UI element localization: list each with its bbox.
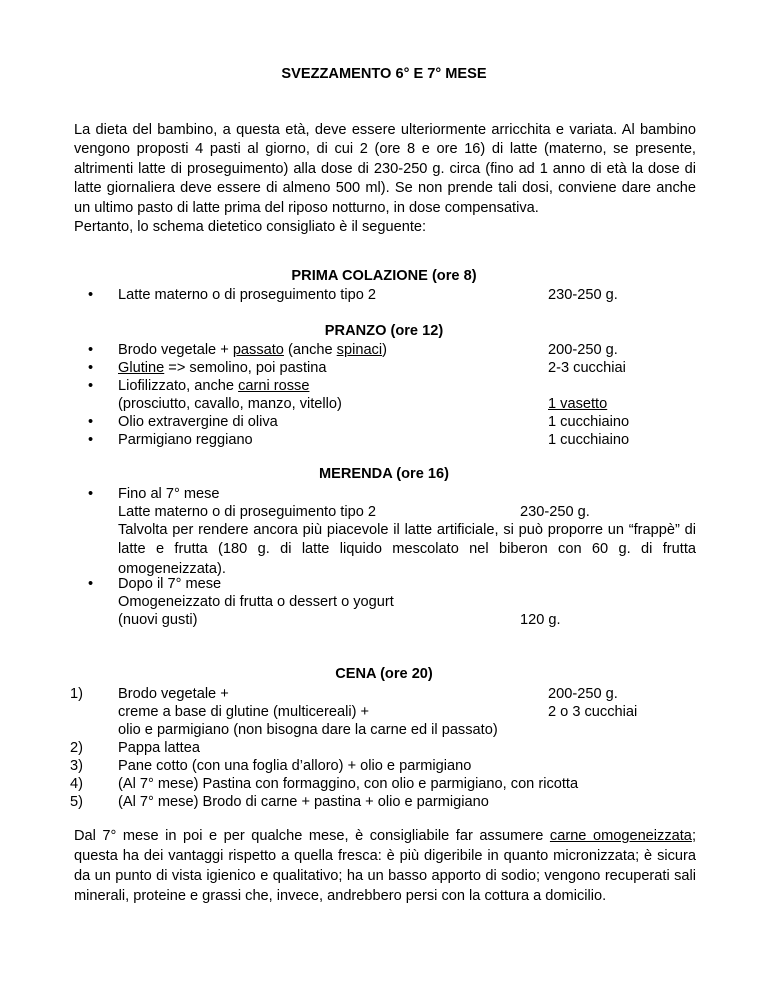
item-qty: 230-250 g. xyxy=(548,287,618,303)
bullet: • xyxy=(88,287,94,303)
item-qty: 2 o 3 cucchiai xyxy=(548,704,638,720)
item-text: Parmigiano reggiano xyxy=(118,432,253,448)
item-paragraph: Talvolta per rendere ancora più piacevole il latte artificiale, si può proporre un “frappè” di latte e frutta (180 g. di latte liquido mescolato nel biberon con 60 g. di frutta omogeneizzata). xyxy=(118,522,696,577)
item-number: 1) xyxy=(70,686,83,702)
item-qty: 2-3 cucchiai xyxy=(548,360,626,376)
bullet: • xyxy=(88,342,94,358)
item-text: (Al 7° mese) Brodo di carne + pastina + olio e parmigiano xyxy=(118,794,489,810)
item-qty: 1 vasetto xyxy=(548,396,608,412)
bullet: • xyxy=(88,486,94,502)
item-text: Olio extravergine di oliva xyxy=(118,414,278,430)
item-text: Pappa lattea xyxy=(118,740,200,756)
closing-paragraph: Dal 7° mese in poi e per qualche mese, è consigliabile far assumere carne omogeneizzata; questa ha dei vantaggi rispetto a quella fresca: è più digeribile in quanto micronizzata; è sicura da un punto di vista igienico e qualitativo; ha un basso apporto di sodio; vengono recuperati sali minerali, proteine e grassi che, invece, andrebbero persi con la cottura a domicilio. xyxy=(74,828,696,904)
bullet: • xyxy=(88,378,94,394)
item-text: Fino al 7° mese xyxy=(118,486,220,502)
intro-paragraph xyxy=(74,121,696,237)
item-text: olio e parmigiano (non bisogna dare la carne ed il passato) xyxy=(118,722,498,738)
item-qty: 1 cucchiaino xyxy=(548,432,630,448)
underlined-term: carne omogeneizzata xyxy=(549,828,692,844)
item-qty: 120 g. xyxy=(520,612,561,628)
bullet: • xyxy=(88,360,94,376)
item-qty: 1 cucchiaino xyxy=(548,414,630,430)
item-text: (Al 7° mese) Pastina con formaggino, con olio e parmigiano, con ricotta xyxy=(118,776,579,792)
item-text: Brodo vegetale + xyxy=(118,686,229,702)
item-text: Latte materno o di proseguimento tipo 2 xyxy=(118,504,376,520)
item-qty: 230-250 g. xyxy=(520,504,590,520)
bullet: • xyxy=(88,432,94,448)
section-title-merenda: MERENDA (ore 16) xyxy=(318,466,449,482)
item-text: Pane cotto (con una foglia d’alloro) + olio e parmigiano xyxy=(118,758,472,774)
item-text: Omogeneizzato di frutta o dessert o yogurt xyxy=(118,594,394,610)
item-text: (prosciutto, cavallo, manzo, vitello) xyxy=(118,396,342,412)
section-title-cena: CENA (ore 20) xyxy=(335,666,433,682)
bullet: • xyxy=(88,414,94,430)
item-text: creme a base di glutine (multicereali) + xyxy=(118,704,370,720)
item-text: Dopo il 7° mese xyxy=(118,576,222,592)
section-title-colazione: PRIMA COLAZIONE (ore 8) xyxy=(291,268,477,284)
item-number: 3) xyxy=(70,758,83,774)
item-text: (nuovi gusti) xyxy=(118,612,198,628)
intro-lead: Pertanto, lo schema dietetico consigliato è il seguente: xyxy=(74,219,427,236)
item-qty: 200-250 g. xyxy=(548,342,618,358)
section-title-pranzo: PRANZO (ore 12) xyxy=(324,323,444,339)
item-number: 5) xyxy=(70,794,83,810)
item-text: Glutine => semolino, poi pastina xyxy=(118,360,327,376)
item-text: Liofilizzato, anche carni rosse xyxy=(118,378,310,394)
intro-text: La dieta del bambino, a questa età, deve essere ulteriormente arricchita e variata. Al bambino vengono proposti 4 pasti al giorno, di cui 2 (ore 8 e ore 16) di latte (materno, se presente, altrimenti latte di proseguimento) alla dose di 230-250 g. circa (fino ad 1 anno di età la dose di latte giornaliera deve essere di almeno 500 ml). Se non prende tali dosi, conviene dare anche un ultimo pasto di latte prima del riposo notturno, in dose compensativa. xyxy=(74,122,696,216)
item-qty: 200-250 g. xyxy=(548,686,618,702)
item-text: Latte materno o di proseguimento tipo 2 xyxy=(118,287,376,303)
page-title: SVEZZAMENTO 6° E 7° MESE xyxy=(281,66,487,82)
bullet: • xyxy=(88,576,94,592)
item-text: Brodo vegetale + passato (anche spinaci) xyxy=(118,342,387,358)
item-number: 2) xyxy=(70,740,83,756)
item-number: 4) xyxy=(70,776,83,792)
